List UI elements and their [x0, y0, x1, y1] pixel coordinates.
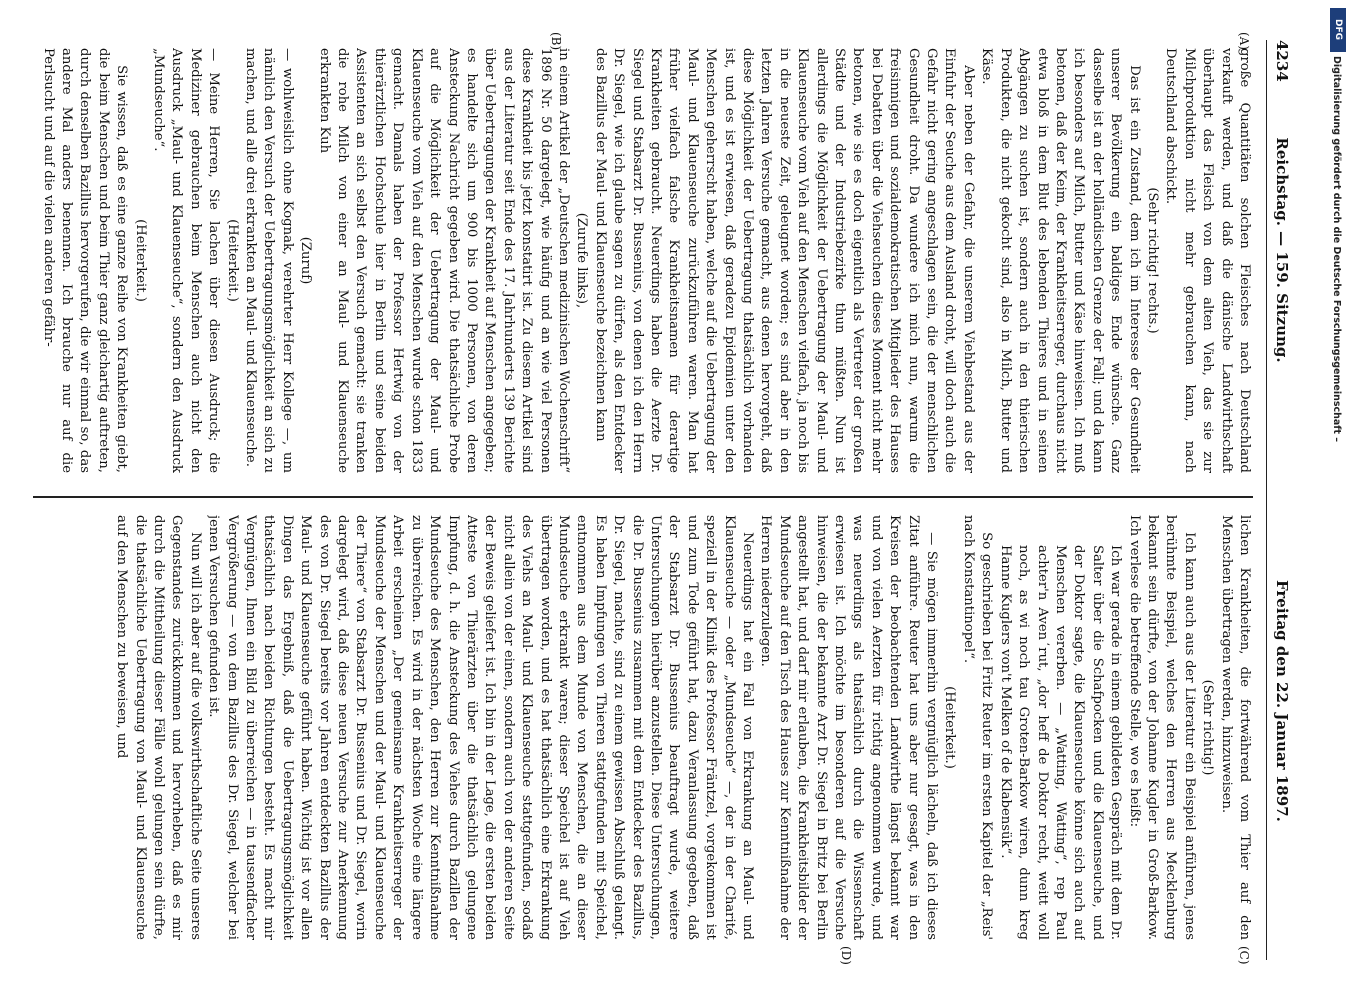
paragraph: Ich kann auch aus der Literatur ein Beispiel anführen, jenes berühmte Beispiel, welches den Herren aus Mecklenburg bekannt sein dürfte, von der Johanne Kugler in Groß-Barkow. Ich verlese die betreffende Stelle, wo es heißt: [1126, 515, 1197, 940]
margin-marker-c: (C) [1237, 946, 1251, 965]
paragraph: Das ist ein Zustand, dem ich im Interesse der Gesundheit unserer Bevölkerung ein baldiges Ende wünsche. Ganz dasselbe ist an der holländischen Grenze der Fall; und da kann ich besonders auf Milch, Butter und Käse hinweisen. Ich muß betonen, daß der Keim, der Krankheitserreger, durchaus nicht etwa bloß in dem Blut des lebenden Thieres und in seinen Abgängen zu suchen ist, sondern auch in den thierischen Produkten, die nicht gekocht sind, also in Milch, Butter und Käse. [979, 48, 1142, 473]
interjection: (Zuruf) [298, 236, 314, 285]
session-date: Freitag den 22. Januar 1897. [1273, 580, 1291, 822]
right-text-column [33, 515, 1253, 940]
session-title: Reichstag. — 159. Sitzung. [1273, 137, 1291, 363]
paragraph: Neuerdings hat ein Fall von Erkrankung an Maul- und Klauenseuche — oder „Mundseuche“ —, der in der Charité, speziell in der Klinik des Professor Fräntzel, vorgekommen ist und zum Tode geführt hat, dazu Veranlassung gegeben, daß der Stabsarzt Dr. Bussenius beauftragt wurde, weitere Untersuchungen hierüber anzustellen. Diese Untersuchungen, die Dr. Bussenius zusammen mit dem Entdecker des Bazillus, Dr. Siegel, machte, sind zu einem gewissen Abschluß gelangt. Es haben Impfungen von Thieren stattgefunden mit Speichel, entnommen aus dem Munde von Menschen, die an dieser Mundseuche erkrankt waren; dieser Speichel ist auf Vieh übertragen worden, und es hat thatsächlich eine Erkrankung des Viehs an Maul- und Klauenseuche stattgefunden, sodaß nicht allein von der einen, sondern auch von der anderen Seite der Beweis geliefert ist. Ich bin in der Lage, die ersten beiden Atteste von Thierärzten über die thatsächlich gelungene Impfung, d. h. die Ansteckung des Viehes durch Bazillen der Mundseuche des Menschen, den Herren zur Kenntnißnahme zu überreichen. Es wird in der nächsten Woche eine längere Arbeit erscheinen „Der gemeinsame Krankheitserreger der Mundseuche der Menschen und der Maul- und Klauenseuche der Thiere“ von Stabsarzt Dr. Bussenius und Dr. Siegel, worin dargelegt wird, daß diese neuen Versuche zur Anerkennung des von Dr. Siegel bereits vor Jahren entdeckten Bazillus der Maul- und Klauenseuche geführt haben. Wichtig ist vor allen Dingen das Ergebniß, daß die Uebertragungsmöglichkeit thatsächlich nach beiden Richtungen besteht. Es macht mir Vergnügen, Ihnen ein Bild zu überreichen — in tausendfacher Vergrößerung — von dem Bazillus des Dr. Siegel, welcher bei jenen Versuchen gefunden ist. [206, 515, 756, 940]
interjection: (Heiterkeit.) [942, 686, 958, 769]
paragraph: Aber neben der Gefahr, die unserem Viehbestand aus der Einfuhr der Seuche aus dem Ausland droht, will doch auch die Gefahr nicht gering angeschlagen sein, die der menschlichen Gesundheit droht. Da wundere ich mich nun, warum die freisinnigen und sozialdemokratischen Mitglieder des Hauses bei Debatten über die Viehseuchen dieses Moment nicht mehr betonen, wie sie es doch eigentlich als Vertreter der großen Städte und der Industriebezirke thun müßten. Nun ist allerdings die Möglichkeit der Uebertragung der Maul- und Klauenseuche vom Vieh auf den Menschen vielfach, ja noch bis in die neueste Zeit, geleugnet worden; es sind aber in den letzten Jahren Versuche gemacht, aus denen hervorgeht, daß diese Möglichkeit der Uebertragung thatsächlich vorhanden ist, und es ist erwiesen, daß geradezu Epidemien unter den Menschen geherrscht haben, welche auf die Uebertragung der Maul- und Klauenseuche zurückzuführen waren. Man hat früher vielfach falsche Krankheitsnamen für derartige Krankheiten gebraucht. Neuerdings haben die Aerzte Dr. Siegel und Stabsarzt Dr. Bussenius, von denen ich den Herrn Dr. Siegel, wie ich glaube sagen zu dürfen, als den Entdecker des Bazillus der Maul- und Klauenseuche bezeichnen kann [592, 48, 976, 473]
interjection: (Heiterkeit.) [224, 219, 240, 302]
margin-marker-b: (B) [549, 32, 563, 51]
paragraph: — Sie mögen immerhin vergnüglich lächeln, daß ich dieses Zitat anführe. Reuter hat uns aber nur gesagt, was in den Kreisen der beobachtenden Landwirthe längst bekannt war und von vielen Aerzten für richtig angenommen wurde, und was neuerdings als thatsächlich durch die Wissenschaft erwiesen ist. Ich möchte im besonderen auf die Versuche hinweisen, die der bekannte Arzt Dr. Siegel in Britz bei Berlin angestellt hat, und darf mir erlauben, die Krankheitsbilder der Mundseuche auf den Tisch des Hauses zur Kenntnißnahme der Herren niederzulegen. [758, 515, 940, 940]
paragraph: große Quantitäten solchen Fleisches nach Deutschland verkauft werden, und daß die dänische Landwirthschaft überhaupt das Fleisch von dem alten Vieh, das sie zur Milchproduktion nicht mehr gebrauchen kann, nach Deutschland abschickt. [1163, 48, 1252, 473]
page-number: 4234 [1273, 40, 1291, 82]
paragraph: So geschrieben bei Fritz Reuter im ersten Kapitel der „Reis' nach Konstantinopel“. [960, 515, 995, 940]
dfg-logo: DFG [1330, 8, 1346, 52]
paragraph: Sie wissen, daß es eine ganze Reihe von Krankheiten giebt, die beim Menschen und beim Thier ganz gleichartig auftreten, durch denselben Bazillus hervorgerufen, die wir einmal so, das andere Mal anders benennen. Ich brauche nur auf die Perlsucht und auf die vielen anderen gefähr- [40, 48, 130, 473]
paragraph: Ich war gerade in einem gebildeten Gespräch mit dem Dr. Salter über die Schafpocken und die Klauenseuche, und der Doktor sagte, die Klauenseuche könne sich auch auf Menschen vererben. — „Watting, Watting“, rep Paul achter'n Aven ̕rut, „dor heff de Doktor recht, weitt woll noch, as wi noch tau Groten-Barkow wiren, dunn kreg Hanne Kuglers von't Melken of de Klabensük“. [997, 545, 1124, 940]
paragraph: — Meine Herren, Sie lachen über diesen Ausdruck; die Mediziner gebrauchen beim Menschen auch nicht den Ausdruck „Maul- und Klauenseuche“, sondern den Ausdruck „Mundseuche“. [151, 48, 222, 473]
credit-text: Digitalisierung gefördert durch die Deutsche Forschungsgemeinschaft – [1331, 56, 1342, 443]
interjection: (Zurufe links), [574, 212, 590, 309]
page-header [1266, 40, 1301, 960]
digitization-credit [1323, 0, 1353, 1000]
interjection: (Heiterkeit.) [132, 219, 148, 302]
paragraph: Nun will ich aber auf die volkswirthschaftliche Seite unseres Gegenstandes zurückkommen und hervorheben, daß es mir durch die Mittheilung dieser Fälle wohl gelungen sein dürfte, die thatsächliche Uebertragung von Maul- und Klauenseuche auf den Menschen zu beweisen, und [114, 515, 203, 940]
paragraph: lichen Krankheiten, die fortwährend vom Thier auf den Menschen übertragen werden, hinzuweisen. [1218, 515, 1252, 940]
margin-marker-d: (D) [839, 946, 853, 965]
interjection: (Sehr richtig! rechts.) [1144, 187, 1160, 334]
interjection: (Sehr richtig!) [1200, 679, 1216, 776]
paragraph: — wohlweislich ohne Kognak, verehrter Herr Kollege —, um nämlich den Versuch der Uebertragungsmöglichkeit an sich zu machen, und alle drei erkrankten an Maul- und Klauenseuche. [243, 48, 295, 473]
paragraph: in einem Artikel der „Deutschen medizinischen Wochenschrift“ 1896 Nr. 50 dargelegt, wie häufig und an wie viel Personen diese Krankheit bis jetzt konstatirt ist. Zu diesem Artikel sind aus der Literatur seit Ende des 17. Jahrhunderts 139 Berichte über Uebertragungen der Krankheit auf Menschen angegeben; es handelte sich um 900 bis 1000 Personen, von deren Ansteckung Nachricht gegeben wird. Die thatsächliche Probe auf die Möglichkeit der Uebertragung der Maul- und Klauenseuche vom Vieh auf den Menschen wurde schon 1833 gemacht. Damals haben der Professor Hertwig von der thierärztlichen Hochschule hier in Berlin und seine beiden Assistenten an sich selbst den Versuch gemacht: sie tranken die rohe Milch von einer an Maul- und Klauenseuche erkrankten Kuh [316, 48, 571, 473]
left-text-column [33, 48, 1253, 473]
column-divider [33, 496, 1253, 498]
margin-marker-a: (A) [1237, 32, 1251, 51]
